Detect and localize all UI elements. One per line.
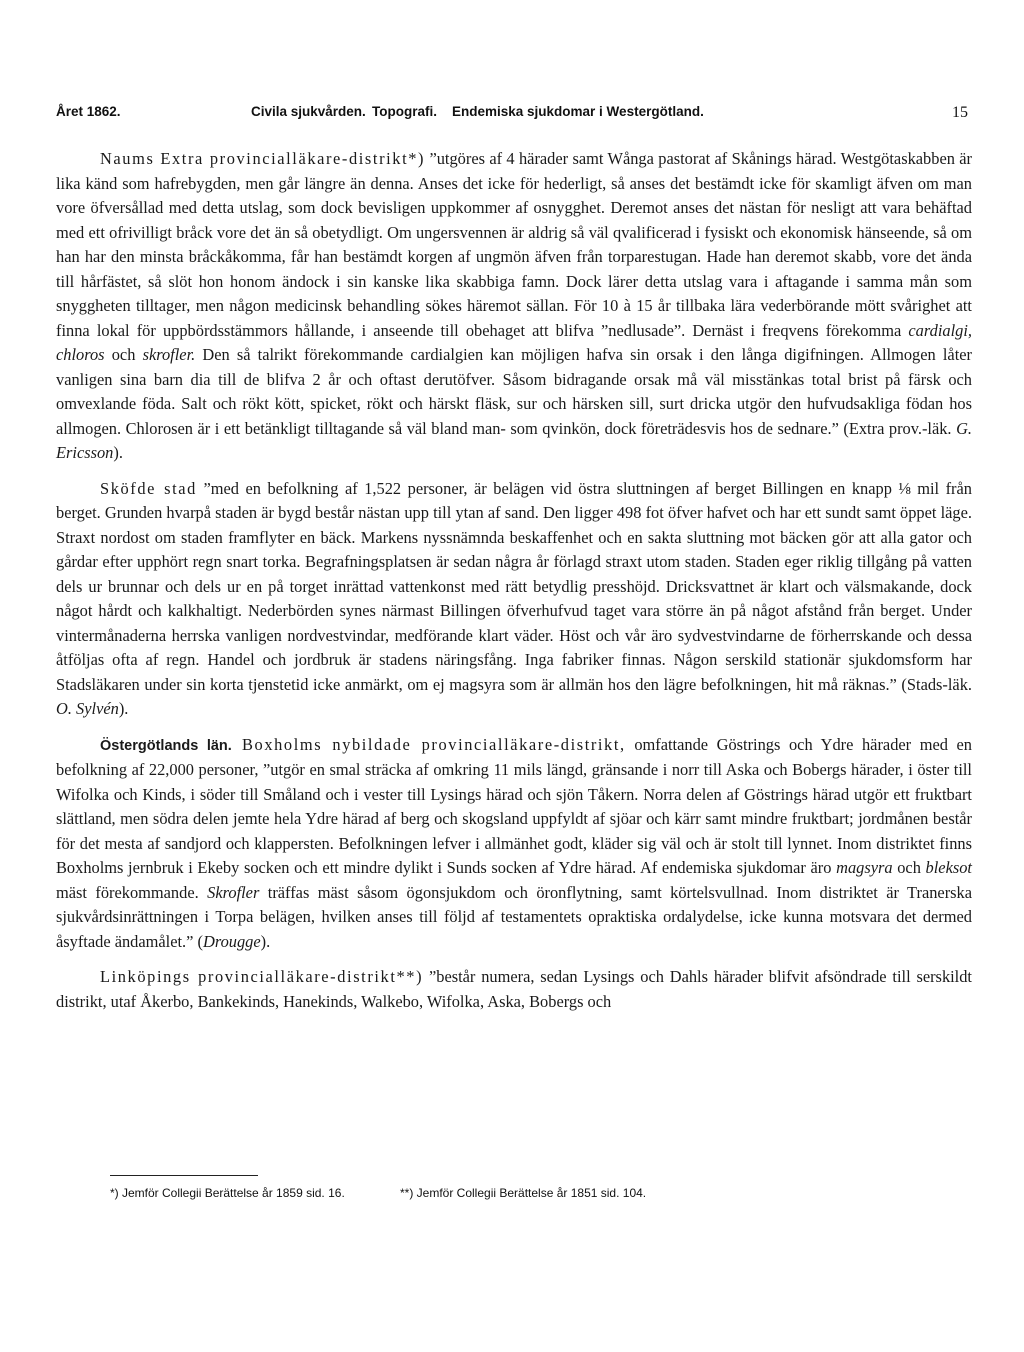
paragraph-text: ”med en befolkning af 1,522 personer, är belägen vid östra sluttningen af berget Billingen en knapp ⅛ mil från berget. Grunden hvarpå staden är bygd består nästan upp till ytan af sand. Den ligger 498 fot öfver hafvet och har ett sundt samt öppet läge. Straxt nordost om staden framflyter en bäck. Markens nyssnämnda beskaffenhet och en sakta sluttning mot bäcken gör att alla gator och gårdar efter upphört regn snart torka. Begrafningsplatsen är sedan några år förlagd straxt utom staden. Staden eger riklig tillgång på vatten dels ur brunnar och dels ur en på torget inrättad vattenkonst med rätt betydlig presshöjd. Dricksvattnet är klart och välsmakande, dock något hårdt och kalkhaltigt. Nederbörden synes närmast Billingen öfverhufvud taget vara större än på något afstånd från berget. Under vintermånaderna herrska vanligen nordvestvindar, medförande klart väder. Höst och vår äro sydvestvindarne de förherrskande och dessa åtföljas ofta af regn. Handel och jordbruk är stadens näringsfång. Inga fabriker finnas. Någon serskild stationär sjukdomsform har Stadsläkaren under sin korta tjenstetid icke anmärkt, om ej magsyra som är allmän hos den lägre befolkningen, hit må räknas.” (Stads-läk. (56, 478, 972, 694)
header-section-topography: Topografi. (372, 104, 437, 119)
district-name-linkoping: Linköpings provincialläkare-distrikt**) (100, 967, 424, 986)
italic-term-skrofler: Skrofler (207, 882, 260, 902)
paragraph-text: träffas mäst såsom ögonsjukdom och öronflytning, samt körtelsvullnad. Inom distriktet är Tranerska sjukvårdsinrättningen i Torpa belägen, hvilken anses till följd af testamentets opraktiska ordalydelse, icke kunna motsvara det dermed åsyftade ändamålet.” ( (56, 882, 973, 951)
closing: ). (260, 931, 271, 951)
district-name-boxholm: Boxholms nybildade provincialläkare-distrikt, (231, 734, 626, 754)
conjunction: och (104, 345, 143, 364)
footnote-2: **) Jemför Collegii Berättelse år 1851 sid. 104. (400, 1186, 647, 1200)
author-name: Drougge (202, 931, 261, 951)
paragraph-naums (56, 147, 972, 466)
paragraph-text: Den så talrikt förekommande cardialgien kan möjligen hafva sin orsak i den långa digifningen. Allmogen låter vanligen sina barn dia till de blifva 2 år och oftast derutöfver. Såsom bidragande orsak må väl misstänkas total brist på färsk och omvexlande föda. Salt och rökt kött, spicket, rökt och härskt fläsk, sur och härsken sill, surt dricka utgör den hufvudsakliga födan hos allmogen. Chlorosen är i ett betänkligt tilltagande så väl bland man- som qvinkön, dock företrädesvis hos de sednare.” (Extra prov.-läk. (56, 345, 972, 438)
paragraph-linkoping (56, 965, 972, 1014)
author-name: Ericsson (56, 443, 114, 462)
paragraph-ostergotland (56, 733, 972, 955)
author-initial: O. (56, 699, 72, 718)
author-initial: G. (956, 418, 972, 438)
county-heading: Östergötlands län. (100, 737, 232, 754)
header-section-endemic: Endemiska sjukdomar i Westergötland. (452, 104, 704, 119)
italic-term-magsyra: magsyra (836, 858, 893, 877)
paragraph-text: omfattande Göstrings och Ydre härader med en befolkning af 22,000 personer, ”utgör en smal sträcka af omkring 11 mils längd, gränsande i norr till Aska och Bobergs härader, i öster till Wifolka och Kinds, i söder till Småland och i vester till Lysings härad och sjön Tåkern. Norra delen af Göstrings härad utgör ett fruktbart slättland, men södra delen jemte hela Ydre härad af berg och skogsland uppfyldt af sjöar och kärr samt mindre fruktbart; jordmånen består för det mesta af sandjord och klappersten. Befolkningen lefver i allmänhet godt, kläder sig väl och är stolt till lynnet. Inom distriktet finns Boxholms jernbruk i Ekeby socken och ett mindre dylikt i Sunds socken af Ydre härad. Af endemiska sjukdomar äro (56, 734, 972, 877)
header-section-civil-care: Civila sjukvården. (251, 104, 366, 119)
paragraph-skofde (56, 477, 972, 722)
paragraph-text: mäst förekommande. (56, 882, 208, 902)
italic-term-bleksot: bleksot (925, 858, 972, 877)
paragraph-text: ”utgöres af 4 härader samt Wånga pastorat af Skånings härad. Westgötaskabben är lika känd som hafrebygden, men går längre än denna. Anses det icke för hederligt, så anses det bestämdt icke för skamligt äfven om man vore öfversållad med detta utslag, som dock bevisligen uppkommer af osnygghet. Deremot anses det nästan för nesligt att vara behäftad med ett ofrivilligt bråck vore det än så obetydligt. Om ungersvennen är aldrig så väl qvalificerad i fysiskt och ekonomisk hänseende, så om han har den minsta bråckåkomma, får han bestämdt korgen af ungmön äfven från torparestugan. Hade han deremot skabb, vore det ända till hårfästet, så slöt hon honom ändock i sin kanske lika skabbiga famn. Dock lärer detta utslag vara i aftagande i samma mån som snyggheten tilltager, men någon medicinsk behandling sökes häremot sällan. För 10 à 15 år tillbaka lära vederbörande mött svårighet att finna lokal för uppbördsstämmors hållande, i anseende till obehaget att blifva ”nedlusade”. Dernäst i freqvens förekomma (56, 149, 973, 340)
footnote-divider (110, 1175, 258, 1176)
closing: ). (118, 699, 129, 718)
italic-term-skrofler: skrofler. (142, 345, 196, 364)
header-year: Året 1862. (56, 104, 121, 119)
footnote-1: *) Jemför Collegii Berättelse år 1859 sid. 16. (110, 1186, 345, 1200)
italic-term-cardialgi: cardialgi, (908, 320, 972, 340)
paragraph-text: ”består numera, sedan Lysings och Dahls härader blifvit afsöndrade till serskildt distrikt, utaf Åkerbo, Bankekinds, Hanekinds, Walkebo, Wifolka, Aska, Bobergs och (56, 967, 972, 1011)
conjunction: och (892, 858, 926, 877)
running-header (56, 104, 968, 128)
district-name-naums: Naums Extra provincialläkare-distrikt*) (100, 149, 426, 168)
author-name: Sylvén (76, 699, 119, 718)
town-name-skofde: Sköfde stad (100, 478, 197, 498)
body-text (56, 147, 972, 1014)
page-number: 15 (952, 104, 968, 121)
italic-term-chloros: chloros (56, 345, 105, 364)
closing: ). (113, 443, 123, 462)
